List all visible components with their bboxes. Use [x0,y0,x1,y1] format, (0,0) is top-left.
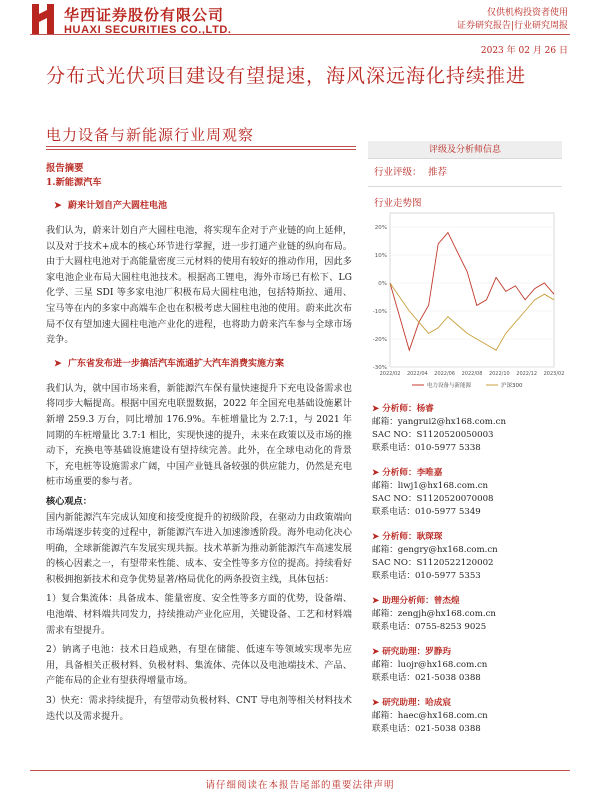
arrow-bullet-icon: ➤ [54,201,62,211]
analyst-role [372,646,562,659]
x-tick-label: 2022/02 [379,371,401,377]
analyst-card [372,467,562,519]
huaxi-logo-icon [30,2,56,36]
paragraph: 我们认为，就中国市场来看，新能源汽车保有量快速提升下充电设备需求也将同步大幅提高。根据中国充电联盟数据，2022 年全国充电基础设施累计新增 259.3 万台，同比增加 176.9%。车桩增量比为 2.7:1，与 2021 年同期的车桩增量比 3.7:1 相比，实现快速的提升，未来在政策以及市场的推动下，充换电等基础设施建设有望持续完善。此外，在全球电动化的背景下，充电桩等设施需求广阔，中国产业链具备较强的供应能力，仍然是充电桩市场重要的参与者。 [46,382,352,488]
report-subtitle: 电力设备与新能源行业周观察 [46,126,255,144]
subtitle-divider [46,146,356,147]
rating-box-title: 评级及分析师信息 [368,141,562,159]
analyst-name: 助理分析师：曾杰煌 [382,596,460,606]
company-logo [30,2,280,44]
list-item: 3）快充：需求持续提升，有望带动负极材料、CNT 导电剂等相关材料技术迭代以及需求提升。 [46,695,352,722]
analyst-name: 分析师：杨睿 [382,404,434,414]
x-tick-label: 2022/06 [434,371,456,377]
analyst-sac: SAC NO：S1120522120002 [372,558,494,568]
series-line-industry [390,233,554,351]
analyst-role [372,467,562,480]
rating-row [368,159,562,187]
analyst-card [372,403,562,455]
analyst-name: 研究助理：罗静玙 [382,647,451,657]
analyst-role [372,697,562,710]
abstract-column [46,156,352,724]
list-item: 1）复合集流体：具备成本、能量密度、安全性等多方面的优势，设备端、电池端、材料端共同发力，持续推动产业化应用，关键设备、工艺和材料端需求有望提升。 [46,593,352,636]
subtitle-divider-double [46,149,356,150]
analyst-role [372,403,562,416]
report-type-tag: 证券研究报告|行业研究周报 [456,21,568,31]
analyst-phone: 联系电话：021-5038 0388 [372,724,481,734]
sidebar [368,141,565,734]
bullet-heading-text: 蔚来计划自产大圆柱电池 [68,201,168,211]
legend-label: 电力设备与新能源 [427,383,472,389]
rating-value: 推荐 [428,167,448,178]
analyst-email[interactable]: 邮箱：zengjh@hx168.com.cn [372,609,496,619]
series-line-index [390,283,554,350]
bullet-heading-text: 广东省发布进一步搞活汽车流通扩大汽车消费实施方案 [68,358,285,369]
y-tick-label: 0% [378,281,387,287]
chart-title: 行业走势图 [374,198,422,209]
analyst-email[interactable]: 邮箱：luojr@hx168.com.cn [372,660,488,670]
paragraph: 国内新能源汽车完成认知度和接受度提升的初级阶段，在驱动力由政策端向市场端逐步转变的过程中，新能源汽车进入加速渗透阶段。海外电动化决心明确，全球新能源汽车发展实现共振。技术革新为推动新能源汽车高速发展的核心因素之一，有望带来性能、成本、安全性等多方位的提高。持续看好积极拥抱新技术和竞争优势显著/格局优化的两条投资主线，具体包括： [46,511,352,585]
abstract-title: 报告摘要 [46,163,84,174]
report-title: 分布式光伏项目建设有望提速，海风深远海化持续推进 [46,65,527,87]
x-tick-label: 2022/08 [461,371,483,377]
x-tick-label: 2022/10 [488,371,510,377]
y-tick-label: 10% [374,253,387,259]
bullet-heading [54,199,352,213]
analyst-list [372,403,562,748]
paragraph: 我们认为，蔚来计划自产大圆柱电池，将实现车企对于产业链的向上延伸，以及对于技术+成本的核心环节进行掌握，进一步打通产业链的纵向布局。由于大圆柱电池对于高能量密度三元材料的使用有较好的推动作用，因此多家电池企业布局大圆柱电池技术。根据高工锂电，海外市场已有松下、LG 化学、三星 SDI 等多家电池厂积极布局大圆柱电池，包括特斯拉、通用、宝马等在内的多家中高端车企也在积极考虑大圆柱电池的使用。蔚来此次布局不仅有望加速大圆柱电池产业化的进程，也将助力蔚来汽车参与全球市场竞争。 [46,225,352,346]
header-divider [30,34,570,35]
analyst-sac: SAC NO：S1120520070008 [372,494,494,504]
analyst-role [372,595,562,608]
y-tick-label: -10% [372,309,387,315]
analyst-email[interactable]: 邮箱：yangrui2@hx168.com.cn [372,417,506,427]
analyst-phone: 联系电话：010-5977 5353 [372,571,481,581]
arrow-bullet-icon: ➤ [54,358,62,369]
footer-divider [30,770,570,771]
audience-tag: 仅供机构投资者使用 [486,8,568,18]
core-view-heading: 核心观点： [46,495,92,507]
arrow-bullet-icon: ➤ [372,647,380,657]
analyst-role [372,531,562,544]
legend-label: 沪深300 [501,383,523,389]
rating-label: 行业评级： [374,167,422,178]
industry-trend-chart [368,207,565,397]
trend-chart-svg [368,207,565,397]
arrow-bullet-icon: ➤ [372,404,380,414]
analyst-name: 分析师：耿琛琛 [382,532,443,542]
analyst-name: 研究助理：哈成宸 [382,698,451,708]
section-heading: 1.新能源汽车 [46,177,102,188]
analyst-phone: 联系电话：0755-8253 9025 [372,622,487,632]
list-item: 2）钠离子电池：技术日趋成熟，有望在储能、低速车等领域实现率先应用，具备相关正极材料、负极材料、集流体、壳体以及电池端技术、产品、产能布局的企业有望获得增量市场。 [46,644,352,687]
report-date: 2023 年 02 月 26 日 [480,46,568,56]
analyst-sac: SAC NO：S1120520050003 [372,430,494,440]
analyst-phone: 联系电话：010-5977 5349 [372,507,481,517]
x-tick-label: 2022/04 [406,371,428,377]
y-tick-label: -20% [372,337,387,343]
analyst-email[interactable]: 邮箱：liwj1@hx168.com.cn [372,481,489,491]
arrow-bullet-icon: ➤ [372,532,380,542]
company-name-en: HUAXI SECURITIES CO.,LTD. [64,24,232,36]
arrow-bullet-icon: ➤ [372,468,380,478]
x-tick-label: 2022/12 [516,371,538,377]
bullet-heading [54,357,352,371]
analyst-card [372,595,562,634]
analyst-phone: 联系电话：010-5977 5338 [372,443,481,453]
analyst-email[interactable]: 邮箱：haec@hx168.com.cn [372,711,488,721]
arrow-bullet-icon: ➤ [372,698,380,708]
legal-notice: 请仔细阅读在本报告尾部的重要法律声明 [205,780,395,791]
y-tick-label: -30% [372,365,387,371]
analyst-phone: 联系电话：021-5038 0388 [372,673,481,683]
arrow-bullet-icon: ➤ [372,596,380,606]
x-tick-label: 2023/02 [543,371,565,377]
y-tick-label: 20% [374,225,387,231]
analyst-name: 分析师：李唯嘉 [382,468,443,478]
company-name-cn: 华西证券股份有限公司 [64,6,225,24]
analyst-card [372,697,562,736]
analyst-card [372,646,562,685]
analyst-card [372,531,562,583]
analyst-email[interactable]: 邮箱：gengry@hx168.com.cn [372,545,498,555]
